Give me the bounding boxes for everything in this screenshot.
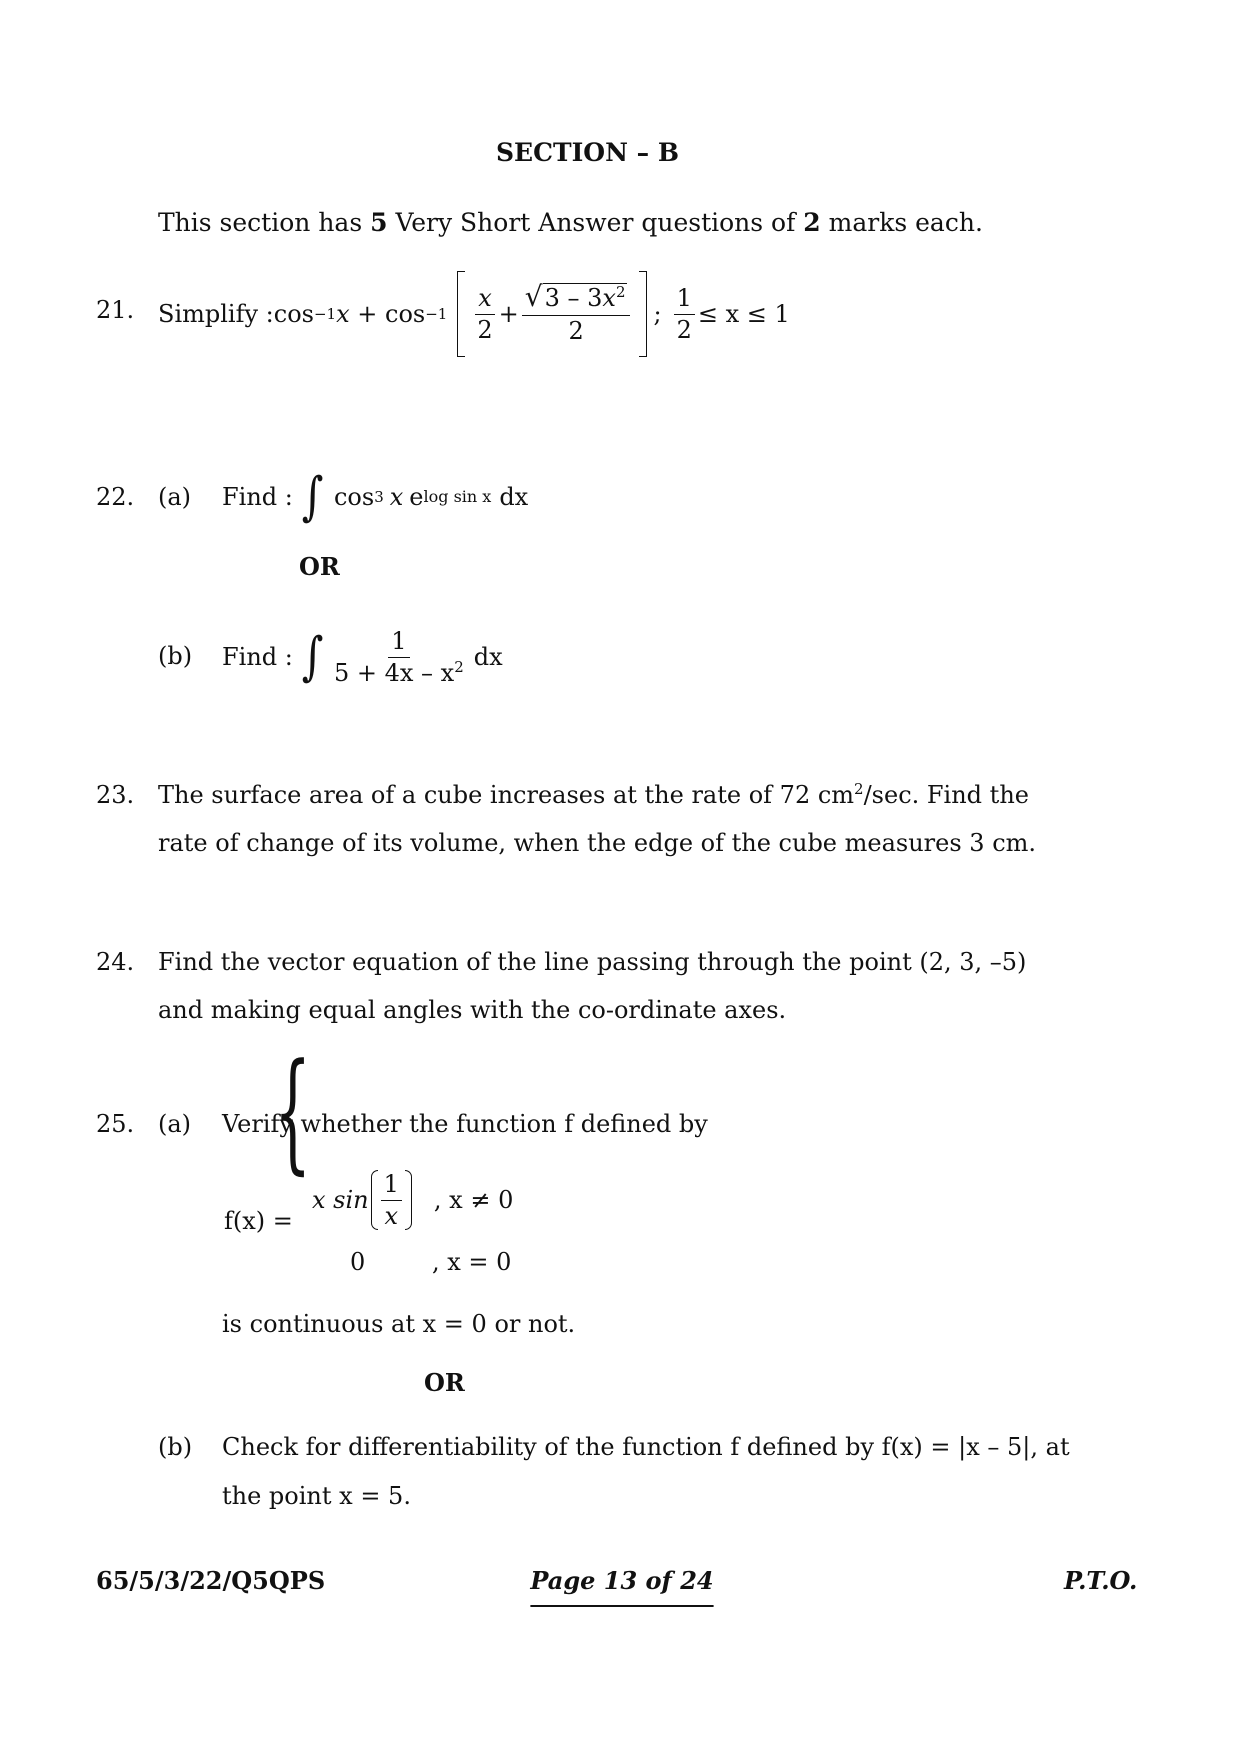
- q22-or: OR: [299, 552, 340, 581]
- q21-cos1: cos: [273, 300, 314, 328]
- q25-or: OR: [424, 1368, 465, 1397]
- q21-cos2: cos: [385, 300, 426, 328]
- intro-count: 5: [370, 208, 388, 237]
- footer-pto: P.T.O.: [1064, 1566, 1138, 1595]
- q23-line1-b: /sec. Find the: [863, 781, 1029, 809]
- footer-page-number: Page 13 of 24: [530, 1566, 714, 1595]
- q22-b-den-wrap: [331, 658, 467, 686]
- q25-a-label: (a): [158, 1110, 192, 1138]
- q22-a-e: e: [409, 483, 424, 511]
- section-intro: [158, 208, 983, 237]
- q21-cond-frac: [674, 285, 695, 343]
- q21-lead: Simplify :: [158, 300, 274, 328]
- q22-b-den: 5 + 4x – x: [333, 658, 455, 687]
- q22-a-expression: Find : ∫ cos 3 x e log sin x dx: [222, 467, 529, 527]
- q25-case1-x: x sin: [312, 1186, 369, 1214]
- intro-marks: 2: [803, 208, 821, 237]
- q25-case1-lparen: [371, 1170, 378, 1230]
- q21-semicolon: ;: [653, 300, 662, 328]
- q21-right-bracket: [639, 271, 647, 357]
- q22-b-dx: dx: [473, 643, 503, 671]
- q25-a-tail: is continuous at x = 0 or not.: [222, 1310, 576, 1338]
- q22-b-frac: [331, 628, 467, 686]
- left-brace-icon: {: [274, 1035, 312, 1187]
- q21-plus: +: [349, 300, 386, 328]
- q24-number: 24.: [96, 948, 135, 976]
- q22-a-label: (a): [158, 483, 192, 511]
- q21-frac1: [474, 285, 495, 343]
- integral-icon: ∫: [301, 627, 324, 687]
- q21-frac2-den: 2: [568, 317, 584, 346]
- q21-radicand-var: x: [602, 284, 616, 313]
- q21-cond-rest: ≤ x ≤ 1: [697, 300, 790, 328]
- q21-expression: Simplify : cos −1 x + cos −1 $\frac{x}{2}$ + √ $3 - 3x^2$ 2 ; $\frac{1}{2}$ ≤ x ≤ 1: [158, 266, 790, 362]
- q25-case2-cond: , x = 0: [432, 1248, 512, 1276]
- q23-line1-a-wrap: [158, 781, 1029, 809]
- q25-case1: [312, 1164, 513, 1236]
- section-title: SECTION – B: [496, 138, 679, 167]
- q21-cond-den: 2: [676, 315, 692, 344]
- q25-fx: f(x) =: [224, 1207, 293, 1235]
- q21-radicand-exp: 2: [615, 283, 626, 302]
- q22-b-find: Find :: [222, 643, 293, 671]
- q22-a-find: Find :: [222, 483, 293, 511]
- q22-b-expression: [222, 620, 503, 694]
- q22-number: 22.: [96, 483, 135, 511]
- q21-op: +: [498, 300, 519, 328]
- integral-icon: ∫: [301, 467, 324, 527]
- q25-case1-num: 1: [381, 1171, 402, 1200]
- sqrt-icon: √: [524, 280, 543, 314]
- q21-number: 21.: [96, 296, 135, 324]
- q21-sqrt: [524, 280, 628, 314]
- q25-case1-den: x: [384, 1201, 399, 1230]
- q21-radicand: [543, 283, 628, 313]
- q23-number: 23.: [96, 781, 135, 809]
- q23-line2: rate of change of its volume, when the edge of the cube measures 3 cm.: [158, 829, 1037, 857]
- q21-cond-num: 1: [674, 285, 695, 314]
- q22-b-label: (b): [158, 642, 193, 670]
- q21-radicand-a: 3 – 3: [544, 284, 603, 313]
- q21-var: x: [336, 300, 350, 328]
- q24-line2: and making equal angles with the co-ordinate axes.: [158, 996, 787, 1024]
- intro-mid: Very Short Answer questions of: [387, 208, 804, 237]
- q25-number: 25.: [96, 1110, 135, 1138]
- q25-case1-cond: , x ≠ 0: [433, 1186, 514, 1214]
- q22-a-dx: dx: [499, 483, 529, 511]
- q22-a-x: x: [389, 483, 404, 511]
- q25-case1-frac: [381, 1171, 402, 1229]
- q25-b-line2: the point x = 5.: [222, 1482, 411, 1510]
- q21-frac2-num: [522, 280, 631, 316]
- q25-case2-val: 0: [350, 1248, 366, 1276]
- q25-case1-rparen: [405, 1170, 412, 1230]
- q23-line1-exp: 2: [854, 780, 864, 798]
- q22-b-den-exp: 2: [454, 657, 464, 676]
- q21-frac1-den: 2: [477, 315, 493, 344]
- footer-code: 65/5/3/22/Q5QPS: [96, 1566, 326, 1595]
- q21-left-bracket: [457, 271, 465, 357]
- q23-line1-a: The surface area of a cube increases at the rate of 72 cm: [158, 781, 855, 809]
- q22-b-num: 1: [388, 628, 409, 657]
- intro-post: marks each.: [820, 208, 983, 237]
- q25-a-text: Verify whether the function f defined by: [222, 1110, 708, 1138]
- q22-a-cos: cos: [333, 483, 375, 511]
- q21-frac2: [522, 280, 631, 346]
- q21-frac1-num: x: [475, 285, 495, 314]
- q24-line1: Find the vector equation of the line passing through the point (2, 3, –5): [158, 948, 1027, 976]
- q23-line1: [158, 781, 1078, 809]
- q25-b-label: (b): [158, 1433, 193, 1461]
- q25-b-line1: Check for differentiability of the function f defined by f(x) = |x – 5|, at: [222, 1433, 1070, 1461]
- intro-pre: This section has: [158, 208, 371, 237]
